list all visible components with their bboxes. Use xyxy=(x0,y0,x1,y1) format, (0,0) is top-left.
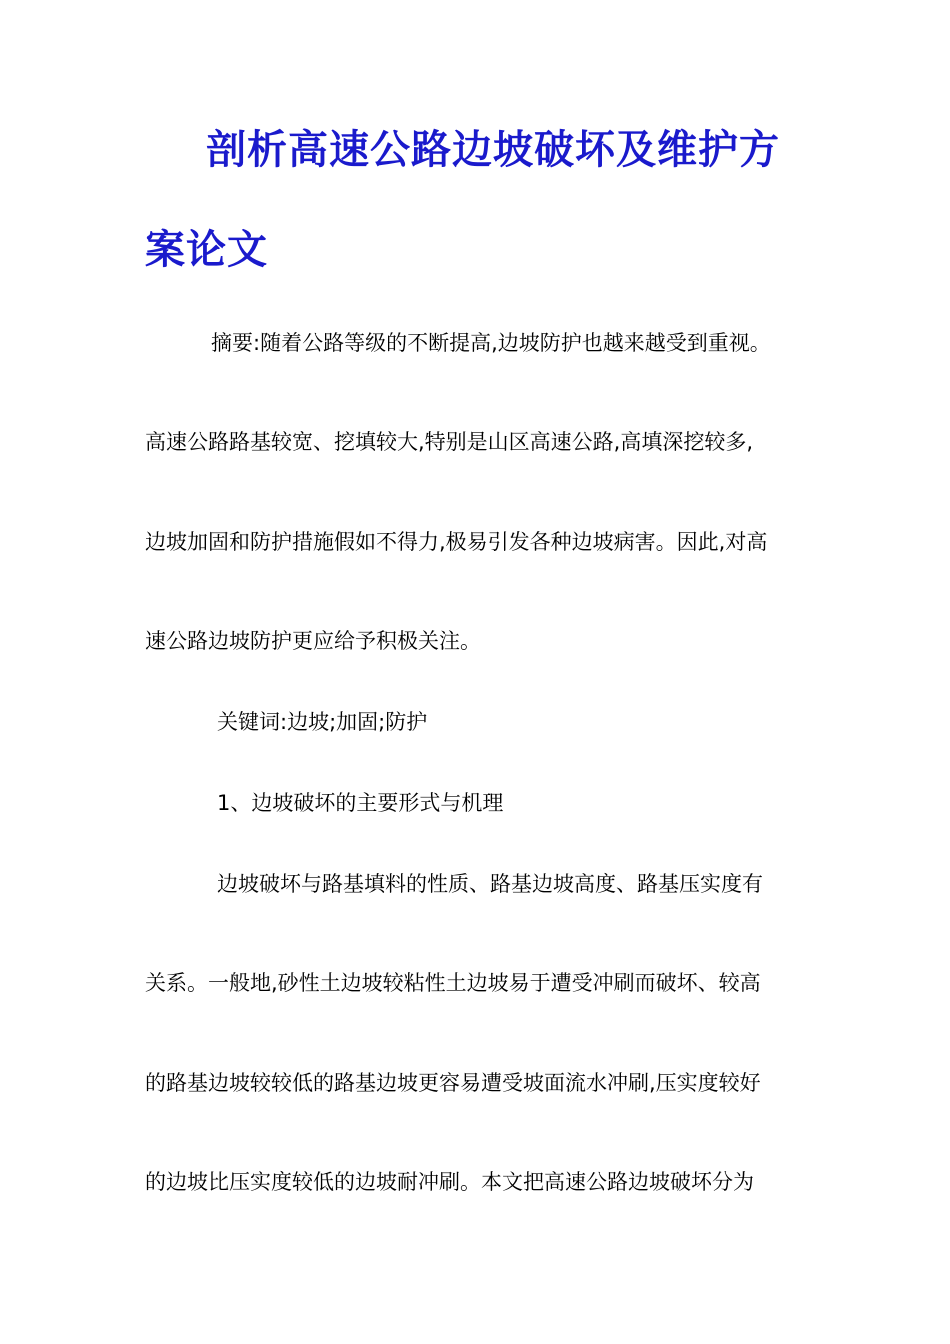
abstract-line-2: 高速公路路基较宽、挖填较大,特别是山区高速公路,高填深挖较多, xyxy=(145,430,754,454)
document-title-line-1: 剖析高速公路边坡破坏及维护方 xyxy=(206,127,780,173)
abstract-line-1: 摘要:随着公路等级的不断提高,边坡防护也越来越受到重视。 xyxy=(211,331,771,355)
abstract-line-3: 边坡加固和防护措施假如不得力,极易引发各种边坡病害。因此,对高 xyxy=(145,530,768,554)
abstract-line-4: 速公路边坡防护更应给予积极关注。 xyxy=(145,629,481,653)
keywords-line: 关键词:边坡;加固;防护 xyxy=(217,710,428,734)
document-title-line-2: 案论文 xyxy=(145,227,268,273)
section-1-line-1: 边坡破坏与路基填料的性质、路基边坡高度、路基压实度有 xyxy=(217,872,763,896)
section-1-line-4: 的边坡比压实度较低的边坡耐冲刷。本文把高速公路边坡破坏分为 xyxy=(145,1170,754,1194)
section-1-line-3: 的路基边坡较较低的路基边坡更容易遭受坡面流水冲刷,压实度较好 xyxy=(145,1071,761,1095)
section-1-line-2: 关系。一般地,砂性土边坡较粘性土边坡易于遭受冲刷而破坏、较高 xyxy=(145,971,761,995)
section-1-heading: 1、边坡破坏的主要形式与机理 xyxy=(217,791,504,815)
